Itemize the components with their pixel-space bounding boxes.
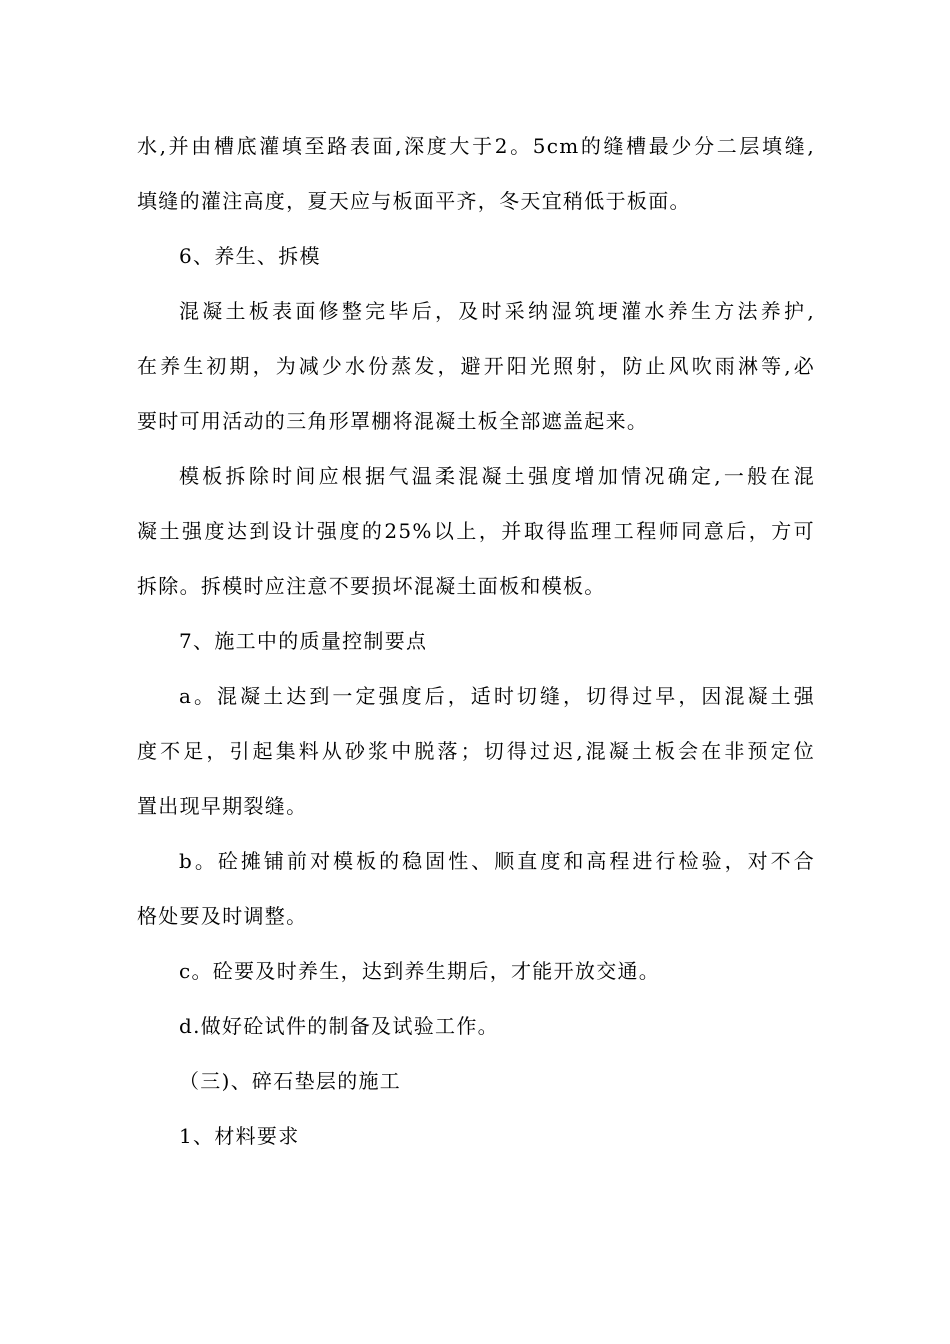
- text-line-9: 拆除。拆模时应注意不要损坏混凝土面板和模板。: [137, 574, 606, 598]
- section-heading-gravel-layer: （三)、碎石垫层的施工: [179, 1069, 402, 1093]
- text-line-13: 置出现早期裂缝。: [137, 794, 308, 818]
- text-line-4: 混凝土板表面修整完毕后，及时采纳湿筑埂灌水养生方法养护,: [179, 299, 815, 323]
- text-line-16: c。砼要及时养生，达到养生期后，才能开放交通。: [179, 959, 661, 983]
- text-line-14: b。砼摊铺前对模板的稳固性、顺直度和高程进行检验，对不合: [179, 849, 815, 873]
- section-heading-curing: 6、养生、拆模: [179, 244, 321, 268]
- text-line-8: 凝土强度达到设计强度的25%以上，并取得监理工程师同意后，方可: [137, 519, 815, 543]
- text-line-11: a。混凝土达到一定强度后，适时切缝，切得过早，因混凝土强: [179, 684, 815, 708]
- document-body: [137, 119, 815, 1164]
- text-line-2: 填缝的灌注高度，夏天应与板面平齐，冬天宜稍低于板面。: [137, 189, 691, 213]
- text-line-17: d.做好砼试件的制备及试验工作。: [179, 1014, 499, 1038]
- section-heading-quality-control: 7、施工中的质量控制要点: [179, 629, 428, 653]
- text-line-5: 在养生初期，为减少水份蒸发，避开阳光照射，防止风吹雨淋等,必: [137, 354, 815, 378]
- section-heading-materials: 1、材料要求: [179, 1124, 300, 1148]
- text-line-15: 格处要及时调整。: [137, 904, 308, 928]
- text-line-1: 水,并由槽底灌填至路表面,深度大于2。5cm的缝槽最少分二层填缝,: [137, 134, 815, 158]
- text-line-7: 模板拆除时间应根据气温柔混凝土强度增加情况确定,一般在混: [179, 464, 815, 488]
- text-line-12: 度不足，引起集料从砂浆中脱落；切得过迟,混凝土板会在非预定位: [137, 739, 815, 763]
- text-line-6: 要时可用活动的三角形罩棚将混凝土板全部遮盖起来。: [137, 409, 649, 433]
